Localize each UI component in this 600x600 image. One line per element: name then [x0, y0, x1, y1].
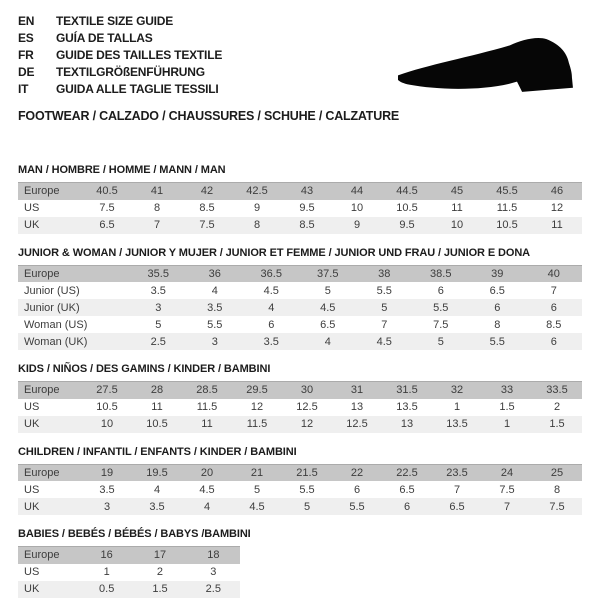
row-label: US [24, 566, 40, 578]
size-cell: 12 [250, 401, 264, 413]
size-cell: 12 [550, 202, 564, 214]
size-cell: 12.5 [346, 418, 368, 430]
size-cell: 11.5 [246, 418, 268, 430]
table-row [18, 333, 582, 350]
size-cell: 4.5 [199, 483, 215, 496]
size-cell: 6 [494, 301, 501, 314]
dress-shoe-icon [398, 36, 576, 94]
size-cell: 6 [403, 500, 411, 513]
size-cell: 32 [450, 384, 464, 397]
size-cell: 5 [324, 284, 331, 297]
size-cell: 7 [503, 500, 511, 513]
row-label: Junior (US) [24, 284, 80, 297]
size-cell: 44 [350, 185, 364, 198]
language-label: GUIDA ALLE TAGLIE TESSILI [56, 82, 219, 96]
size-cell: 36.5 [260, 267, 282, 280]
size-table-children [18, 464, 582, 516]
table-row [18, 299, 582, 316]
size-cell: 4.5 [263, 284, 279, 297]
size-cell: 2.5 [205, 583, 221, 595]
size-cell: 19 [100, 466, 114, 479]
size-cell: 5.5 [299, 483, 315, 496]
size-cell: 22.5 [396, 466, 418, 479]
size-cell: 40.5 [96, 185, 118, 198]
row-label: US [24, 401, 40, 413]
row-label: Europe [24, 466, 60, 479]
size-cell: 5.5 [376, 284, 392, 297]
size-cell: 45 [450, 185, 464, 198]
size-cell: 11.5 [496, 202, 518, 214]
size-table-kids [18, 381, 582, 433]
size-cell: 11 [551, 219, 563, 231]
size-cell: 8 [553, 483, 561, 496]
row-label: US [24, 202, 40, 214]
size-cell: 28.5 [196, 384, 218, 397]
size-cell: 1.5 [152, 583, 168, 595]
size-cell: 10.5 [496, 219, 518, 231]
row-label: Europe [24, 267, 60, 280]
size-cell: 13 [400, 418, 414, 430]
size-cell: 41 [150, 185, 164, 198]
table-row [18, 498, 582, 515]
table-row [18, 564, 240, 581]
size-cell: 5 [437, 335, 444, 348]
size-cell: 36 [208, 267, 221, 280]
row-label: UK [24, 583, 40, 595]
size-cell: 13 [350, 401, 364, 413]
size-cell: 2.5 [150, 335, 166, 348]
size-cell: 27.5 [96, 384, 118, 397]
table-title-kids: KIDS / NIÑOS / DES GAMINS / KINDER / BAMBINI [18, 363, 271, 375]
table-row [18, 265, 582, 282]
size-cell: 11.5 [196, 401, 218, 413]
size-cell: 40 [547, 267, 560, 280]
size-cell: 7 [381, 318, 388, 331]
table-title-junior-woman: JUNIOR & WOMAN / JUNIOR Y MUJER / JUNIOR ET FEMME / JUNIOR UND FRAU / JUNIOR E DONA [18, 246, 531, 259]
size-cell: 5.5 [349, 500, 365, 513]
size-cell: 1.5 [549, 418, 565, 430]
size-cell: 12 [300, 418, 314, 430]
size-cell: 4 [324, 335, 331, 348]
size-cell: 35.5 [147, 267, 169, 280]
size-cell: 9.5 [299, 202, 315, 214]
size-cell: 4 [203, 500, 211, 513]
size-cell: 6 [268, 318, 275, 331]
size-cell: 4.5 [376, 335, 392, 348]
size-cell: 6.5 [449, 500, 465, 513]
size-cell: 43 [300, 185, 314, 198]
size-cell: 11 [451, 202, 463, 214]
size-cell: 6.5 [399, 483, 415, 496]
size-cell: 3 [210, 566, 217, 578]
size-cell: 0.5 [99, 583, 115, 595]
size-cell: 6 [550, 301, 557, 314]
table-row [18, 217, 582, 234]
size-cell: 24 [500, 466, 514, 479]
size-cell: 5.5 [489, 335, 505, 348]
size-table-babies [18, 546, 240, 598]
row-label: Europe [24, 185, 60, 198]
size-cell: 3 [155, 301, 162, 314]
size-cell: 28 [150, 384, 164, 397]
size-cell: 45.5 [496, 185, 518, 198]
size-cell: 4 [268, 301, 275, 314]
size-cell: 33 [500, 384, 514, 397]
size-table-man [18, 182, 582, 234]
language-row-en [18, 13, 582, 30]
row-label: UK [24, 500, 40, 513]
size-cell: 39 [491, 267, 504, 280]
size-cell: 1 [103, 566, 110, 578]
table-row [18, 183, 582, 200]
size-cell: 2 [156, 566, 164, 578]
size-cell: 23.5 [446, 466, 468, 479]
row-label: UK [24, 219, 40, 231]
size-cell: 25 [550, 466, 564, 479]
size-cell: 11 [151, 401, 163, 413]
language-code: IT [18, 82, 29, 96]
size-cell: 38.5 [430, 267, 452, 280]
size-cell: 19.5 [146, 466, 168, 479]
size-cell: 42.5 [246, 185, 268, 198]
size-cell: 7.5 [199, 219, 215, 231]
language-code: EN [18, 14, 35, 28]
size-cell: 3 [211, 335, 218, 348]
size-cell: 29.5 [246, 384, 268, 397]
size-cell: 30 [300, 384, 314, 397]
size-cell: 5.5 [207, 318, 223, 331]
language-label: TEXTILE SIZE GUIDE [56, 14, 174, 28]
size-cell: 10 [100, 418, 114, 430]
language-code: ES [18, 31, 34, 45]
size-cell: 9 [353, 219, 361, 231]
size-cell: 6.5 [99, 219, 115, 231]
table-row [18, 282, 582, 299]
size-cell: 3.5 [263, 335, 279, 348]
size-cell: 20 [200, 466, 214, 479]
language-label: GUÍA DE TALLAS [56, 31, 153, 45]
size-cell: 8.5 [299, 219, 315, 231]
size-cell: 7 [550, 284, 557, 297]
language-code: DE [18, 65, 35, 79]
size-cell: 9 [253, 202, 261, 214]
size-cell: 10.5 [146, 418, 168, 430]
size-cell: 1 [503, 418, 511, 430]
size-cell: 10 [450, 219, 464, 231]
size-cell: 31.5 [396, 384, 418, 397]
size-cell: 22 [350, 466, 364, 479]
size-cell: 3.5 [207, 301, 223, 314]
row-label: Woman (UK) [24, 335, 88, 348]
size-cell: 6.5 [320, 318, 336, 331]
category-title: FOOTWEAR / CALZADO / CHAUSSURES / SCHUHE / CALZATURE [18, 109, 400, 123]
size-cell: 33.5 [546, 384, 568, 397]
size-cell: 16 [100, 549, 113, 562]
table-row [18, 399, 582, 416]
size-cell: 8.5 [546, 318, 562, 331]
size-cell: 3.5 [99, 483, 115, 496]
table-row [18, 316, 582, 333]
size-cell: 31 [350, 384, 364, 397]
table-title-children: CHILDREN / INFANTIL / ENFANTS / KINDER / BAMBINI [18, 445, 297, 458]
size-cell: 42 [200, 185, 214, 198]
size-cell: 18 [207, 549, 220, 562]
table-row [18, 416, 582, 433]
size-cell: 21.5 [296, 466, 318, 479]
size-cell: 8.5 [199, 202, 215, 214]
table-row [18, 464, 582, 481]
size-cell: 5 [303, 500, 311, 513]
size-cell: 10.5 [96, 401, 118, 413]
size-cell: 3.5 [150, 284, 166, 297]
size-cell: 8 [153, 202, 161, 214]
table-row [18, 382, 582, 399]
size-cell: 8 [494, 318, 501, 331]
row-label: Europe [24, 384, 60, 397]
table-row [18, 200, 582, 217]
size-cell: 5.5 [433, 301, 449, 314]
size-cell: 10 [350, 202, 364, 214]
table-row [18, 481, 582, 498]
size-cell: 8 [253, 219, 261, 231]
size-cell: 6.5 [489, 284, 505, 297]
size-cell: 7.5 [99, 202, 115, 214]
size-cell: 38 [378, 267, 391, 280]
size-cell: 6 [437, 284, 444, 297]
size-cell: 7.5 [499, 483, 515, 496]
row-label: Woman (US) [24, 318, 88, 331]
size-table-junior-woman [18, 265, 582, 351]
table-title-babies: BABIES / BEBÉS / BÉBÉS / BABYS /BAMBINI [18, 528, 251, 540]
size-cell: 1.5 [499, 401, 515, 413]
size-cell: 4.5 [249, 500, 265, 513]
size-cell: 4 [153, 483, 161, 496]
row-label: UK [24, 418, 40, 430]
size-cell: 2 [553, 401, 561, 413]
size-cell: 44.5 [396, 185, 418, 198]
language-code: FR [18, 48, 34, 62]
size-cell: 5 [155, 318, 162, 331]
size-cell: 7 [153, 219, 161, 231]
size-cell: 7.5 [433, 318, 449, 331]
table-row [18, 581, 240, 598]
size-cell: 3 [103, 500, 111, 513]
size-cell: 37.5 [317, 267, 339, 280]
row-label: US [24, 483, 40, 496]
size-cell: 7.5 [549, 500, 565, 513]
size-cell: 1 [453, 401, 461, 413]
size-cell: 6 [353, 483, 361, 496]
size-cell: 9.5 [399, 219, 415, 231]
size-cell: 3.5 [149, 500, 165, 513]
size-cell: 21 [250, 466, 264, 479]
size-cell: 12.5 [296, 401, 318, 413]
row-label: Europe [24, 549, 60, 562]
size-cell: 46 [550, 185, 564, 198]
language-label: GUIDE DES TAILLES TEXTILE [56, 48, 223, 62]
size-cell: 5 [381, 301, 388, 314]
row-label: Junior (UK) [24, 301, 80, 314]
table-title-man: MAN / HOMBRE / HOMME / MANN / MAN [18, 164, 226, 176]
size-cell: 10.5 [396, 202, 418, 214]
size-cell: 4 [211, 284, 218, 297]
size-cell: 17 [153, 549, 167, 562]
language-label: TEXTILGRÖßENFÜHRUNG [56, 65, 205, 79]
size-cell: 13.5 [446, 418, 468, 430]
size-cell: 7 [453, 483, 461, 496]
size-cell: 6 [550, 335, 557, 348]
size-cell: 13.5 [396, 401, 418, 413]
size-cell: 11 [201, 418, 213, 430]
table-row [18, 547, 240, 564]
size-cell: 5 [253, 483, 261, 496]
size-cell: 4.5 [320, 301, 336, 314]
